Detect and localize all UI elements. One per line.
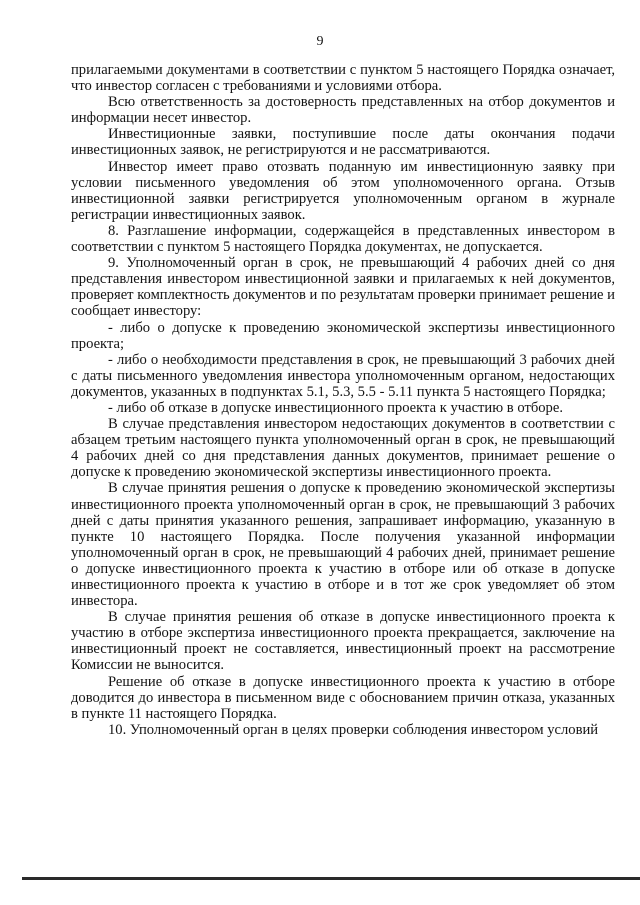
page-number: 9 (316, 34, 324, 49)
paragraph: 8. Разглашение информации, содержащейся в представленных инвестором в соответствии с пунктом 5 настоящего Порядка документах, не допускается. (71, 222, 615, 256)
paragraph: прилагаемыми документами в соответствии с пунктом 5 настоящего Порядка означает, что инвестор согласен с требованиями и условиями отбора. (71, 62, 615, 95)
document-body (71, 62, 615, 738)
paragraph: 9. Уполномоченный орган в срок, не превышающий 4 рабочих дней со дня представления инвестором инвестиционной заявки и прилагаемых к ней документов, проверяет комплектность документов и по результатам проверки принимает решение и сообщает инвестору: (71, 255, 615, 320)
paragraph: В случае принятия решения об отказе в допуске инвестиционного проекта к участию в отборе экспертиза инвестиционного проекта прекращается, заключение на инвестиционный проект не составляется, инвестиционный проект на рассмотрение Комиссии не выносится. (71, 609, 615, 674)
bottom-rule (22, 877, 640, 880)
list-item: - либо об отказе в допуске инвестиционного проекта к участию в отборе. (108, 399, 563, 416)
paragraph: Всю ответственность за достоверность представленных на отбор документов и информации несет инвестор. (71, 94, 615, 127)
paragraph: В случае принятия решения о допуске к проведению экономической экспертизы инвестиционного проекта уполномоченный орган в срок, не превышающий 3 рабочих дней с даты принятия указанного решения, запрашивает информацию, указанную в пункте 10 настоящего Порядка. После получения указанной информации уполномоченный орган в срок, не превышающий 4 рабочих дней, принимает решение о допуске инвестиционного проекта к участию в отборе или об отказе в допуске инвестиционного проекта к участию в отборе и в тот же срок уведомляет об этом инвестора. (71, 480, 615, 610)
paragraph: Инвестор имеет право отозвать поданную им инвестиционную заявку при условии письменного уведомления об этом уполномоченного органа. Отзыв инвестиционной заявки регистрируется уполномоченным органом в журнале регистрации инвестиционных заявок. (71, 158, 615, 223)
paragraph: 10. Уполномоченный орган в целях проверки соблюдения инвестором условий (108, 721, 599, 738)
paragraph: В случае представления инвестором недостающих документов в соответствии с абзацем третьим настоящего пункта уполномоченный орган в срок, не превышающий 4 рабочих дней со дня представления данных документов, принимает решение о допуске к проведению экономической экспертизы инвестиционного проекта. (71, 416, 615, 481)
list-item: - либо о допуске к проведению экономической экспертизы инвестиционного проекта; (71, 319, 615, 352)
list-item: - либо о необходимости представления в срок, не превышающий 3 рабочих дней с даты письменного уведомления инвестора уполномоченным органом, недостающих документов, указанных в подпунктах 5.1, 5.3, 5.5 - 5.11 пункта 5 настоящего Порядка; (71, 351, 615, 400)
paragraph: Инвестиционные заявки, поступившие после даты окончания подачи инвестиционных заявок, не регистрируются и не рассматриваются. (71, 126, 615, 159)
paragraph: Решение об отказе в допуске инвестиционного проекта к участию в отборе доводится до инвестора в письменном виде с обоснованием причин отказа, указанных в пункте 11 настоящего Порядка. (71, 673, 615, 722)
